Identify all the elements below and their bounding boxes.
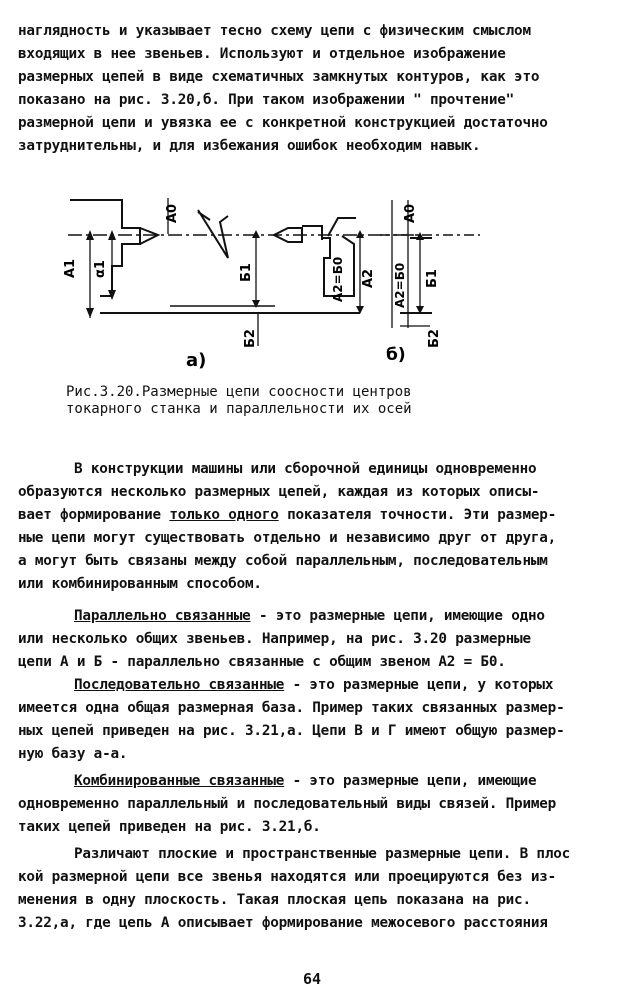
label-b1-left: Б1 <box>239 263 254 282</box>
body-line: менения в одну плоскость. Такая плоская цепь показана на рис. <box>18 892 531 908</box>
term-combined: Комбинированные связанные <box>74 773 285 789</box>
body-line: Различают плоские и пространственные размерные цепи. В плос <box>74 846 571 862</box>
body-line <box>18 504 570 527</box>
intro-line: наглядность и указывает тесно схему цепи с физическим смыслом <box>18 23 531 39</box>
body-line: таких цепей приведен на рис. 3.21,б. <box>18 819 321 835</box>
body-line: кой размерной цепи все звенья находятся или проецируются без из- <box>18 869 557 885</box>
underlined-phrase: только одного <box>169 507 279 523</box>
body-line: цепи А и Б - параллельно связанные с общим звеном A2 = Б0. <box>18 654 506 670</box>
figure-caption <box>66 384 412 418</box>
caption-line: Рис.3.20.Размерные цепи соосности центров <box>66 384 412 400</box>
label-a1: A1 <box>63 258 78 278</box>
label-sub-b: б) <box>386 345 406 365</box>
label-alpha1: α1 <box>93 260 108 278</box>
body-line <box>18 674 570 697</box>
label-sub-a: а) <box>186 350 207 371</box>
label-a0-left: A0 <box>165 203 180 223</box>
page-number: 64 <box>303 970 322 988</box>
body-line: или несколько общих звеньев. Например, на рис. 3.20 размерные <box>18 631 531 647</box>
body-line: одновременно параллельный и последовательный виды связей. Пример <box>18 796 557 812</box>
figure-3-20 <box>60 178 620 383</box>
text: вает формирование <box>18 507 170 523</box>
body-line: В конструкции машины или сборочной единицы одновременно <box>74 461 537 477</box>
body-line: ные цепи могут существовать отдельно и независимо друг от друга, <box>18 530 557 546</box>
intro-paragraph <box>18 20 548 158</box>
body-line: ных цепей приведен на рис. 3.21,а. Цепи В и Г имеют общую размер- <box>18 723 565 739</box>
intro-line: входящих в нее звеньев. Используют и отдельное изображение <box>18 46 506 62</box>
body-line: 3.22,а, где цепь А описывает формирование межосевого расстояния <box>18 915 548 931</box>
body-line: или комбинированным способом. <box>18 576 262 592</box>
label-a2-b0-right: A2=Б0 <box>393 262 407 308</box>
intro-line: затруднительны, и для избежания ошибок необходим навык. <box>18 138 481 154</box>
intro-line: показано на рис. 3.20,б. При таком изображении " прочтение" <box>18 92 515 108</box>
term-sequential: Последовательно связанные <box>74 677 285 693</box>
text: - это размерные цепи, имеющие одно <box>250 608 545 624</box>
intro-line: размерной цепи и увязка ее с конкретной конструкцией достаточно <box>18 115 548 131</box>
body-text <box>18 458 570 935</box>
label-a0-right: A0 <box>403 203 418 223</box>
label-a2-left: A2 <box>361 268 376 288</box>
label-b2-right: Б2 <box>427 329 442 348</box>
body-line: ную базу а-а. <box>18 746 128 762</box>
caption-line: токарного станка и параллельности их осей <box>66 401 412 417</box>
label-b1-right: Б1 <box>425 269 440 288</box>
body-line <box>18 770 570 793</box>
intro-line: размерных цепей в виде схематичных замкнутых контуров, как это <box>18 69 540 85</box>
body-line: имеется одна общая размерная база. Пример таких связанных размер- <box>18 700 565 716</box>
label-b2-left: Б2 <box>243 329 258 348</box>
label-a2-b0: A2=Б0 <box>331 256 345 302</box>
body-line: а могут быть связаны между собой параллельным, последовательным <box>18 553 548 569</box>
text: - это размерные цепи, имеющие <box>284 773 537 789</box>
text: - это размерные цепи, у которых <box>284 677 554 693</box>
body-line: образуются несколько размерных цепей, каждая из которых описы- <box>18 484 540 500</box>
body-line <box>18 605 570 628</box>
term-parallel: Параллельно связанные <box>74 608 251 624</box>
text: показателя точности. Эти размер- <box>278 507 557 523</box>
